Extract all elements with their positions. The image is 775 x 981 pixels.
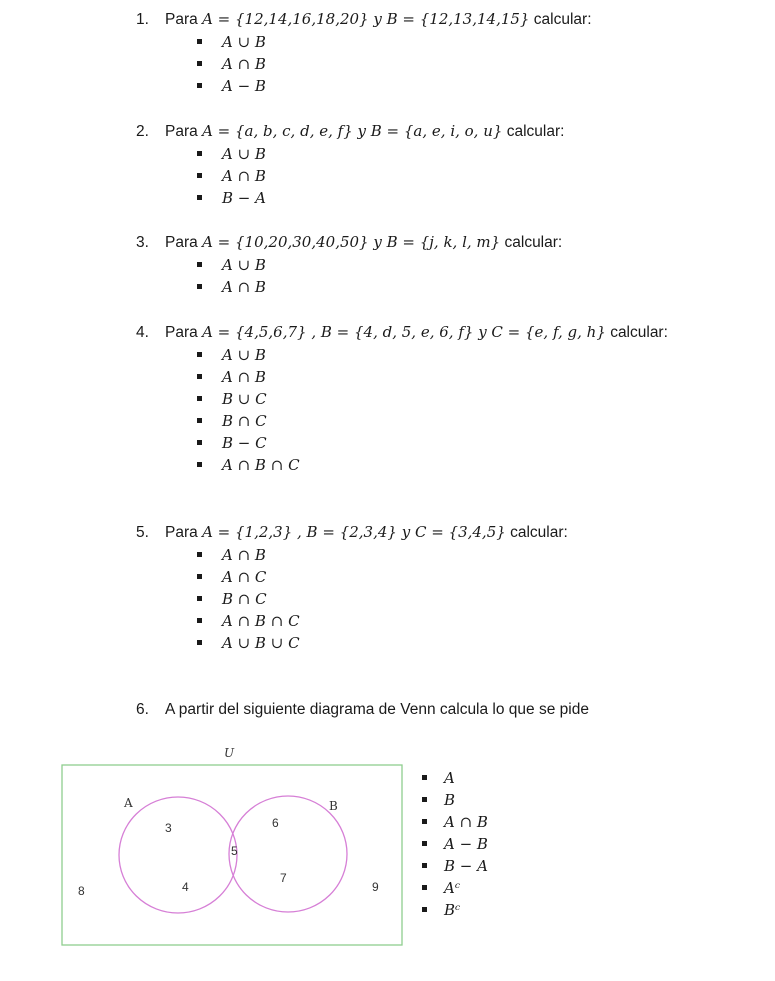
operation-list — [136, 344, 668, 476]
problem-3 — [136, 231, 562, 298]
problem-1-statement — [136, 8, 592, 31]
problem-number: 2. — [136, 123, 149, 140]
venn-diagram — [60, 742, 410, 952]
region-a-value: 4 — [182, 880, 189, 894]
set-expression: A = {1,2,3} , B = {2,3,4} y C = {3,4,5} — [202, 523, 506, 541]
set-expression: A = {a, b, c, d, e, f} y B = {a, e, i, o, u} — [202, 122, 503, 140]
operation-list — [136, 143, 564, 209]
problem-number: 6. — [136, 701, 149, 718]
problem-6-statement — [136, 699, 589, 721]
operation-item: A ∪ B — [136, 31, 592, 53]
operation-item: A ∪ B ∪ C — [136, 632, 568, 654]
operation-item: A ∩ B ∩ C — [136, 454, 668, 476]
operation-item: A ∪ B — [136, 344, 668, 366]
problem-5-statement — [136, 521, 568, 544]
operation-item: A ∩ C — [136, 566, 568, 588]
operation-item: B ∩ C — [136, 588, 568, 610]
problem-tail: calcular: — [510, 524, 568, 541]
set-b-label: B — [329, 799, 338, 813]
operation-item: Aᶜ — [396, 877, 488, 899]
problem-4 — [136, 321, 668, 476]
operation-item: B — [396, 789, 488, 811]
problem-intro: Para — [165, 234, 198, 251]
operation-item: B ∩ C — [136, 410, 668, 432]
problem-5 — [136, 521, 568, 654]
problem-6 — [136, 699, 589, 721]
set-expression: A = {12,14,16,18,20} y B = {12,13,14,15} — [202, 10, 530, 28]
problem-intro: Para — [165, 524, 198, 541]
operation-item: A ∩ B — [136, 165, 564, 187]
operation-list — [136, 31, 592, 97]
operation-list — [136, 544, 568, 654]
universe-label: U — [224, 746, 235, 760]
problem-2-statement — [136, 120, 564, 143]
operation-item: A ∪ B — [136, 143, 564, 165]
problem-3-statement — [136, 231, 562, 254]
operation-list — [396, 767, 488, 921]
operation-list — [136, 254, 562, 298]
problem-intro: Para — [165, 11, 198, 28]
operation-item: A − B — [136, 75, 592, 97]
problem-tail: calcular: — [610, 324, 668, 341]
operation-item: A ∩ B — [136, 544, 568, 566]
operation-item: A ∩ B — [396, 811, 488, 833]
operation-item: B ∪ C — [136, 388, 668, 410]
problem-2 — [136, 120, 564, 209]
operation-item: Bᶜ — [396, 899, 488, 921]
problem-tail: calcular: — [506, 123, 565, 140]
operation-item: A ∩ B — [136, 53, 592, 75]
problem-intro: Para — [165, 324, 198, 341]
operation-item: A ∩ B ∩ C — [136, 610, 568, 632]
operation-item: B − A — [396, 855, 488, 877]
problem-4-statement — [136, 321, 668, 344]
problem-text: A partir del siguiente diagrama de Venn calcula lo que se pide — [165, 701, 589, 718]
problem-number: 4. — [136, 324, 149, 341]
set-expression: A = {10,20,30,40,50} y B = {j, k, l, m} — [202, 233, 501, 251]
region-outside-value: 8 — [78, 884, 85, 898]
venn-question-list — [396, 767, 488, 921]
operation-item: A ∩ B — [136, 366, 668, 388]
operation-item: A ∪ B — [136, 254, 562, 276]
problem-tail: calcular: — [504, 234, 563, 251]
region-ab-value: 5 — [231, 844, 238, 858]
set-expression: A = {4,5,6,7} , B = {4, d, 5, e, 6, f} y C = {e, f, g, h} — [202, 323, 606, 341]
problem-tail: calcular: — [533, 11, 592, 28]
set-a-label: A — [124, 796, 133, 810]
problem-number: 5. — [136, 524, 149, 541]
region-b-value: 6 — [272, 816, 279, 830]
set-b-circle — [229, 796, 347, 912]
operation-item: A ∩ B — [136, 276, 562, 298]
problem-intro: Para — [165, 123, 198, 140]
region-a-value: 3 — [165, 821, 172, 835]
region-b-value: 7 — [280, 871, 287, 885]
operation-item: A − B — [396, 833, 488, 855]
problem-number: 3. — [136, 234, 149, 251]
region-outside-value: 9 — [372, 880, 379, 894]
operation-item: A — [396, 767, 488, 789]
operation-item: B − A — [136, 187, 564, 209]
set-a-circle — [119, 797, 237, 913]
problem-number: 1. — [136, 11, 149, 28]
problem-1 — [136, 8, 592, 97]
operation-item: B − C — [136, 432, 668, 454]
